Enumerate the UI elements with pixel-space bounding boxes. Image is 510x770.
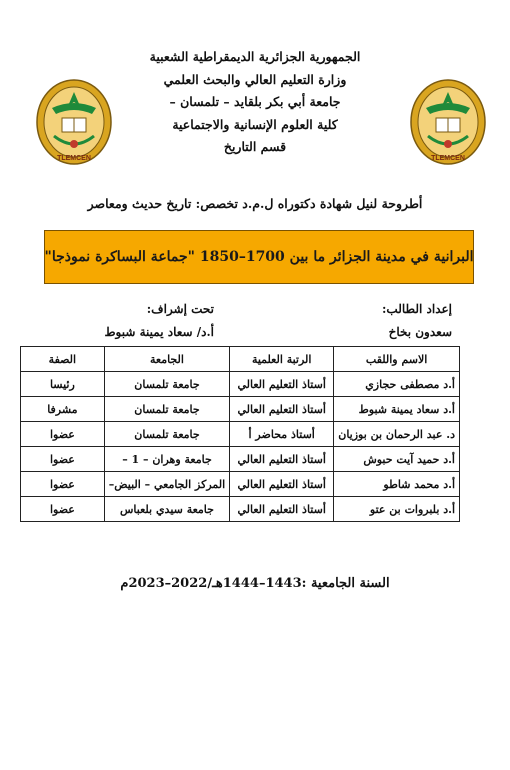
committee-header-row bbox=[21, 347, 460, 372]
member-role: مشرفا bbox=[21, 397, 105, 422]
table-row bbox=[21, 422, 460, 447]
header-republic: الجمهورية الجزائرية الديمقراطية الشعبية bbox=[149, 49, 361, 64]
table-row bbox=[21, 472, 460, 497]
thesis-type: أطروحة لنيل شهادة دكتوراه ل.م.د تخصص: تاريخ حديث ومعاصر bbox=[87, 196, 423, 211]
header-ministry: وزارة التعليم العالي والبحث العلمي bbox=[163, 71, 347, 87]
member-role: عضوا bbox=[21, 422, 105, 447]
member-name: د. عبد الرحمان بن بوزيان bbox=[334, 422, 460, 447]
header-faculty: كلية العلوم الإنسانية والاجتماعية bbox=[172, 116, 338, 132]
table-row bbox=[21, 447, 460, 472]
thesis-title-box bbox=[44, 230, 474, 284]
header-university: الجامعة bbox=[104, 347, 229, 372]
member-university: جامعة تلمسان bbox=[104, 397, 229, 422]
member-role: رئيسا bbox=[21, 372, 105, 397]
member-rank: أستاذ التعليم العالي bbox=[230, 397, 334, 422]
header-rank: الرتبة العلمية bbox=[230, 347, 334, 372]
member-university: المركز الجامعي – البيض– bbox=[104, 472, 229, 497]
member-rank: أستاذ محاضر أ bbox=[230, 422, 334, 447]
member-university: جامعة تلمسان bbox=[104, 422, 229, 447]
member-role: عضوا bbox=[21, 497, 105, 522]
member-university: جامعة سيدي بلعباس bbox=[104, 497, 229, 522]
member-name: أ.د بلبروات بن عتو bbox=[334, 497, 460, 522]
emblem-shape bbox=[411, 80, 485, 164]
table-row bbox=[21, 372, 460, 397]
header-university: جامعة أبي بكر بلقايد – تلمسان – bbox=[169, 94, 341, 109]
member-university: جامعة تلمسان bbox=[104, 372, 229, 397]
student-label: إعداد الطالب: bbox=[381, 302, 452, 316]
student-name: سعدون بخاخ bbox=[388, 325, 452, 339]
table-row bbox=[21, 497, 460, 522]
member-university: جامعة وهران – 1 – bbox=[104, 447, 229, 472]
member-rank: أستاذ التعليم العالي bbox=[230, 372, 334, 397]
member-role: عضوا bbox=[21, 447, 105, 472]
supervisor-label: تحت إشراف: bbox=[146, 302, 214, 316]
emblem-text: TLEMCEN bbox=[57, 155, 91, 162]
header-role: الصفة bbox=[21, 347, 105, 372]
supervisor-name: أ.د/ سعاد يمينة شبوط bbox=[104, 325, 214, 339]
institution-header bbox=[118, 46, 392, 159]
emblem-shape bbox=[37, 80, 111, 164]
university-emblem-left bbox=[34, 78, 114, 170]
member-rank: أستاذ التعليم العالي bbox=[230, 497, 334, 522]
member-role: عضوا bbox=[21, 472, 105, 497]
table-row bbox=[21, 397, 460, 422]
member-rank: أستاذ التعليم العالي bbox=[230, 472, 334, 497]
member-name: أ.د سعاد يمينة شبوط bbox=[334, 397, 460, 422]
emblem-text: TLEMCEN bbox=[431, 155, 465, 162]
member-name: أ.د مصطفى حجازي bbox=[334, 372, 460, 397]
member-rank: أستاذ التعليم العالي bbox=[230, 447, 334, 472]
member-name: أ.د محمد شاطو bbox=[334, 472, 460, 497]
member-name: أ.د حميد آيت حبوش bbox=[334, 447, 460, 472]
university-emblem-right bbox=[408, 78, 488, 170]
thesis-title: البرانية في مدينة الجزائر ما بين 1700–1850 "جماعة البساكرة نموذجا" bbox=[44, 249, 474, 265]
header-name: الاسم واللقب bbox=[334, 347, 460, 372]
academic-year: السنة الجامعية :1443–1444هـ/2022–2023م bbox=[120, 576, 390, 591]
committee-table bbox=[20, 346, 460, 522]
header-department: قسم التاريخ bbox=[223, 139, 287, 154]
